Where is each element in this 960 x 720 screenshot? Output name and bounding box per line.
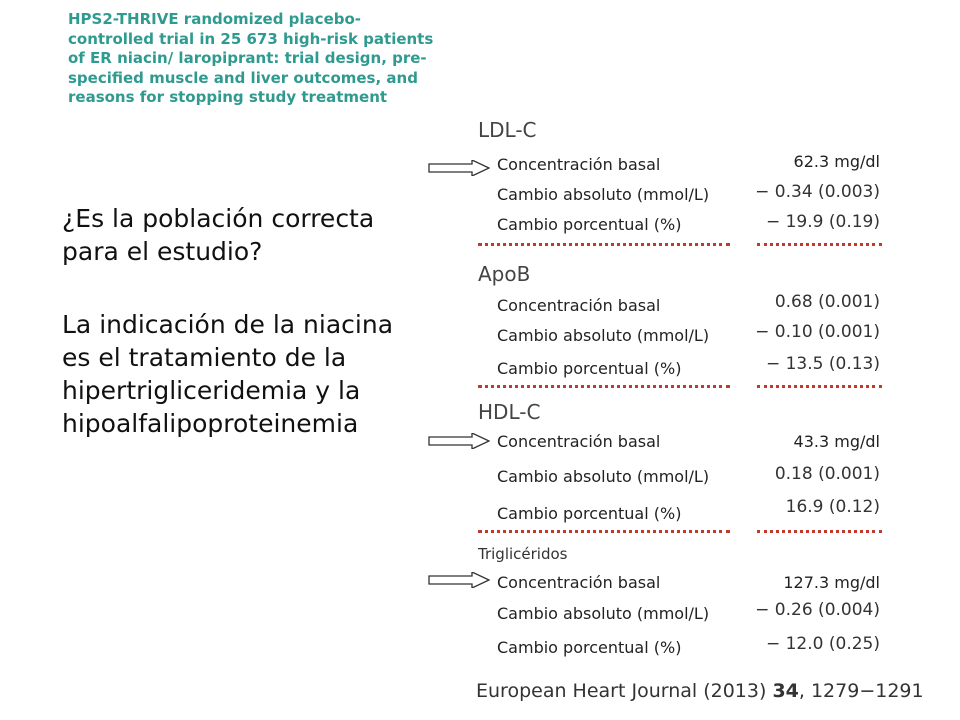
arrow-icon [428, 433, 490, 449]
row-label-hdl-pct: Cambio porcentual (%) [497, 504, 682, 523]
question-line-indication: La indicación de la niacina es el tratamiento de la hipertrigliceridemia y la hipoalfalipoproteinemia [62, 310, 394, 438]
row-label-apob-abs: Cambio absoluto (mmol/L) [497, 326, 710, 345]
section-title-hdl: HDL-C [478, 400, 541, 424]
row-label-hdl-basal: Concentración basal [497, 432, 661, 451]
row-label-ldl-pct: Cambio porcentual (%) [497, 215, 682, 234]
citation-journal: European Heart Journal (2013) [476, 680, 767, 702]
row-value-tg-abs: − 0.26 (0.004) [755, 600, 880, 620]
divider [757, 530, 882, 533]
citation-volume: 34 [772, 680, 799, 702]
divider [478, 530, 730, 533]
row-value-apob-abs: − 0.10 (0.001) [755, 322, 880, 342]
row-value-apob-basal: 0.68 (0.001) [774, 292, 880, 312]
section-title-ldl: LDL-C [478, 118, 537, 142]
row-value-tg-basal: 127.3 mg/dl [783, 573, 880, 592]
citation-pages: , 1279−1291 [798, 680, 924, 702]
row-label-tg-pct: Cambio porcentual (%) [497, 638, 682, 657]
citation [476, 680, 924, 702]
section-title-apob: ApoB [478, 262, 531, 286]
divider [757, 243, 882, 246]
row-value-ldl-abs: − 0.34 (0.003) [755, 182, 880, 202]
arrow-icon [428, 160, 490, 176]
divider [757, 385, 882, 388]
row-value-hdl-basal: 43.3 mg/dl [793, 432, 880, 451]
row-value-ldl-basal: 62.3 mg/dl [793, 152, 880, 171]
row-value-hdl-pct: 16.9 (0.12) [785, 497, 880, 517]
section-title-tg: Triglicéridos [478, 545, 568, 563]
divider [478, 243, 730, 246]
row-value-apob-pct: − 13.5 (0.13) [765, 354, 880, 374]
row-label-apob-pct: Cambio porcentual (%) [497, 359, 682, 378]
divider [478, 385, 730, 388]
row-label-hdl-abs: Cambio absoluto (mmol/L) [497, 467, 710, 486]
article-title: HPS2-THRIVE randomized placebo-controlled trial in 25 673 high-risk patients of ER niacin/ laropiprant: trial design, pre-specified muscle and liver outcomes, and reasons for stopping study treatment [68, 10, 434, 106]
row-label-tg-basal: Concentración basal [497, 573, 661, 592]
row-value-tg-pct: − 12.0 (0.25) [765, 634, 880, 654]
row-value-hdl-abs: 0.18 (0.001) [774, 464, 880, 484]
row-label-ldl-abs: Cambio absoluto (mmol/L) [497, 185, 710, 204]
arrow-icon [428, 572, 490, 588]
row-value-ldl-pct: − 19.9 (0.19) [765, 212, 880, 232]
row-label-ldl-basal: Concentración basal [497, 155, 661, 174]
row-label-tg-abs: Cambio absoluto (mmol/L) [497, 604, 710, 623]
question-line-population: ¿Es la población correcta para el estudio? [62, 204, 375, 266]
question-text [62, 202, 412, 440]
row-label-apob-basal: Concentración basal [497, 296, 661, 315]
